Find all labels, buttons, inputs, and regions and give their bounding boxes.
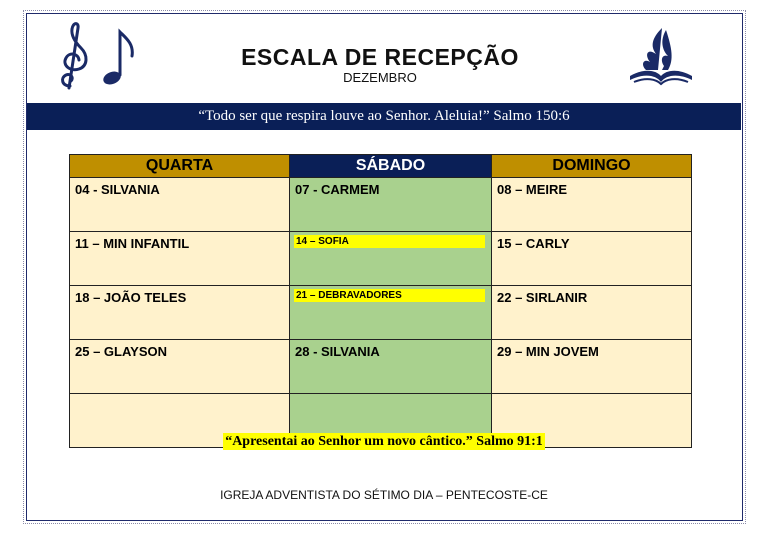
table-cell	[70, 232, 290, 286]
cell-text: 04 - SILVANIA	[75, 182, 160, 197]
bottom-verse	[0, 432, 768, 450]
header-row	[70, 155, 692, 178]
schedule-table	[69, 154, 692, 448]
cell-text: 15 – CARLY	[497, 236, 570, 251]
adventist-logo-icon	[622, 24, 700, 88]
music-notes-icon	[48, 20, 138, 92]
table-cell	[492, 286, 692, 340]
footer-church-name: IGREJA ADVENTISTA DO SÉTIMO DIA – PENTECOSTE-CE	[220, 488, 548, 502]
table-row	[70, 178, 692, 232]
table-cell	[492, 178, 692, 232]
table-cell	[492, 340, 692, 394]
table-cell	[492, 232, 692, 286]
page-title: ESCALA DE RECEPÇÃO	[241, 44, 519, 70]
cell-text	[70, 394, 289, 402]
cell-text: 08 – MEIRE	[497, 182, 568, 197]
column-header-quarta: QUARTA	[70, 155, 290, 178]
cell-text: 22 – SIRLANIR	[497, 290, 588, 305]
table-cell	[70, 340, 290, 394]
table-cell	[290, 178, 492, 232]
cell-text: 25 – GLAYSON	[75, 344, 168, 359]
highlighted-cell-text: 14 – SOFIA	[294, 235, 485, 248]
column-header-domingo: DOMINGO	[492, 155, 692, 178]
table-cell	[290, 340, 492, 394]
cell-text	[290, 394, 491, 402]
table-cell	[70, 286, 290, 340]
cell-text: 11 – MIN INFANTIL	[75, 236, 190, 251]
cell-text: 28 - SILVANIA	[295, 344, 380, 359]
top-verse-banner: “Todo ser que respira louve ao Senhor. Aleluia!” Salmo 150:6	[27, 103, 741, 130]
page-subtitle-month: DEZEMBRO	[343, 70, 417, 85]
bottom-verse-text: “Apresentai ao Senhor um novo cântico.” Salmo 91:1	[225, 434, 543, 449]
cell-text: 07 - CARMEM	[295, 182, 380, 197]
table-cell	[70, 178, 290, 232]
table-row	[70, 340, 692, 394]
cell-text: 18 – JOÃO TELES	[75, 290, 187, 305]
table-cell	[290, 232, 492, 286]
cell-text	[492, 394, 691, 402]
highlighted-cell-text: 21 – DEBRAVADORES	[294, 289, 485, 302]
cell-text: 29 – MIN JOVEM	[497, 344, 599, 359]
table-row	[70, 232, 692, 286]
table-cell	[290, 286, 492, 340]
column-header-sabado: SÁBADO	[290, 155, 492, 178]
table-row	[70, 286, 692, 340]
